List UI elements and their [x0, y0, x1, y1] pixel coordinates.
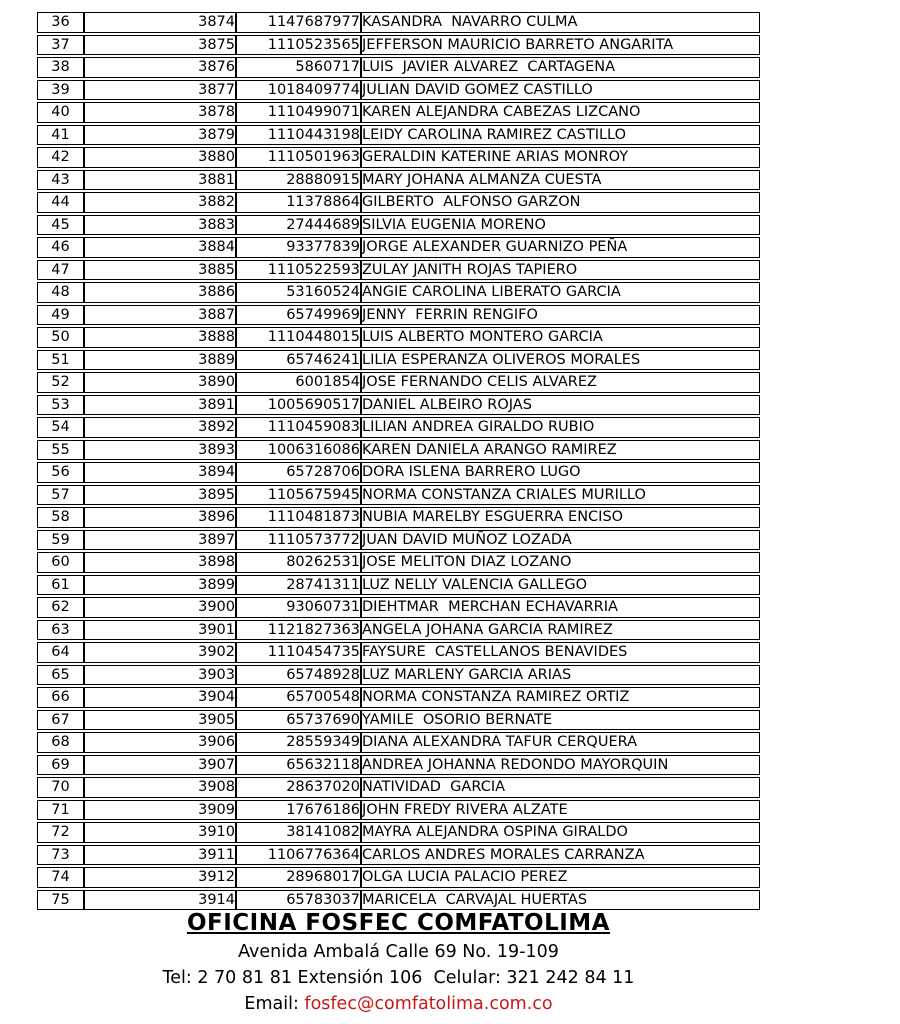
sequence-cell: 3902: [84, 642, 236, 663]
person-name-cell: JEFFERSON MAURICIO BARRETO ANGARITA: [361, 35, 760, 56]
person-name-cell: GERALDIN KATERINE ARIAS MONROY: [361, 147, 760, 168]
id-number-cell: 93377839: [236, 237, 361, 258]
table-row: [37, 485, 760, 506]
id-number-cell: 1006316086: [236, 440, 361, 461]
id-number-cell: 1106776364: [236, 845, 361, 866]
person-name-cell: ZULAY JANITH ROJAS TAPIERO: [361, 260, 760, 281]
sequence-cell: 3884: [84, 237, 236, 258]
sequence-cell: 3912: [84, 867, 236, 888]
id-number-cell: 1110573772: [236, 530, 361, 551]
id-number-cell: 65632118: [236, 755, 361, 776]
table-row: [37, 440, 760, 461]
sequence-cell: 3910: [84, 822, 236, 843]
person-name-cell: MARY JOHANA ALMANZA CUESTA: [361, 170, 760, 191]
sequence-cell: 3885: [84, 260, 236, 281]
id-number-cell: 65748928: [236, 665, 361, 686]
sequence-cell: 3904: [84, 687, 236, 708]
sequence-cell: 3878: [84, 102, 236, 123]
sequence-cell: 3886: [84, 282, 236, 303]
sequence-cell: 3881: [84, 170, 236, 191]
sequence-cell: 3874: [84, 12, 236, 33]
person-name-cell: YAMILE OSORIO BERNATE: [361, 710, 760, 731]
person-name-cell: JENNY FERRIN RENGIFO: [361, 305, 760, 326]
id-number-cell: 1110481873: [236, 507, 361, 528]
sequence-cell: 3891: [84, 395, 236, 416]
id-number-cell: 1018409774: [236, 80, 361, 101]
table-row: [37, 890, 760, 911]
id-number-cell: 17676186: [236, 800, 361, 821]
table-row: [37, 800, 760, 821]
sequence-cell: 3875: [84, 35, 236, 56]
id-number-cell: 11378864: [236, 192, 361, 213]
email-link[interactable]: fosfec@comfatolima.com.co: [304, 994, 553, 1014]
row-number-cell: 75: [37, 890, 84, 911]
email-label: Email:: [244, 994, 305, 1014]
id-number-cell: 65737690: [236, 710, 361, 731]
table-row: [37, 867, 760, 888]
row-number-cell: 48: [37, 282, 84, 303]
table-row: [37, 372, 760, 393]
id-number-cell: 1110499071: [236, 102, 361, 123]
row-number-cell: 50: [37, 327, 84, 348]
id-number-cell: 1110523565: [236, 35, 361, 56]
person-name-cell: LUZ NELLY VALENCIA GALLEGO: [361, 575, 760, 596]
id-number-cell: 93060731: [236, 597, 361, 618]
table-row: [37, 305, 760, 326]
table-row: [37, 80, 760, 101]
row-number-cell: 46: [37, 237, 84, 258]
row-number-cell: 43: [37, 170, 84, 191]
id-number-cell: 1110522593: [236, 260, 361, 281]
row-number-cell: 62: [37, 597, 84, 618]
table-row: [37, 147, 760, 168]
id-number-cell: 28559349: [236, 732, 361, 753]
person-name-cell: DORA ISLENA BARRERO LUGO: [361, 462, 760, 483]
row-number-cell: 64: [37, 642, 84, 663]
id-number-cell: 1110501963: [236, 147, 361, 168]
beneficiary-table-body: [37, 12, 760, 910]
id-number-cell: 65783037: [236, 890, 361, 911]
row-number-cell: 56: [37, 462, 84, 483]
table-row: [37, 102, 760, 123]
id-number-cell: 1005690517: [236, 395, 361, 416]
table-row: [37, 57, 760, 78]
table-row: [37, 192, 760, 213]
table-row: [37, 642, 760, 663]
person-name-cell: FAYSURE CASTELLANOS BENAVIDES: [361, 642, 760, 663]
row-number-cell: 71: [37, 800, 84, 821]
row-number-cell: 51: [37, 350, 84, 371]
sequence-cell: 3889: [84, 350, 236, 371]
row-number-cell: 57: [37, 485, 84, 506]
id-number-cell: 6001854: [236, 372, 361, 393]
person-name-cell: DIANA ALEXANDRA TAFUR CERQUERA: [361, 732, 760, 753]
row-number-cell: 45: [37, 215, 84, 236]
person-name-cell: MARICELA CARVAJAL HUERTAS: [361, 890, 760, 911]
row-number-cell: 54: [37, 417, 84, 438]
sequence-cell: 3879: [84, 125, 236, 146]
sequence-cell: 3887: [84, 305, 236, 326]
id-number-cell: 28741311: [236, 575, 361, 596]
id-number-cell: 65746241: [236, 350, 361, 371]
person-name-cell: LILIAN ANDREA GIRALDO RUBIO: [361, 417, 760, 438]
table-row: [37, 462, 760, 483]
sequence-cell: 3892: [84, 417, 236, 438]
table-row: [37, 417, 760, 438]
person-name-cell: CARLOS ANDRES MORALES CARRANZA: [361, 845, 760, 866]
sequence-cell: 3909: [84, 800, 236, 821]
sequence-cell: 3890: [84, 372, 236, 393]
row-number-cell: 36: [37, 12, 84, 33]
person-name-cell: JUAN DAVID MUÑOZ LOZADA: [361, 530, 760, 551]
table-row: [37, 395, 760, 416]
table-row: [37, 755, 760, 776]
person-name-cell: DIEHTMAR MERCHAN ECHAVARRIA: [361, 597, 760, 618]
person-name-cell: ANGIE CAROLINA LIBERATO GARCIA: [361, 282, 760, 303]
sequence-cell: 3899: [84, 575, 236, 596]
person-name-cell: SILVIA EUGENIA MORENO: [361, 215, 760, 236]
beneficiary-table: [37, 10, 760, 912]
id-number-cell: 27444689: [236, 215, 361, 236]
row-number-cell: 63: [37, 620, 84, 641]
table-row: [37, 327, 760, 348]
row-number-cell: 58: [37, 507, 84, 528]
table-row: [37, 530, 760, 551]
person-name-cell: KASANDRA NAVARRO CULMA: [361, 12, 760, 33]
person-name-cell: NORMA CONSTANZA RAMIREZ ORTIZ: [361, 687, 760, 708]
sequence-cell: 3897: [84, 530, 236, 551]
person-name-cell: LUIS ALBERTO MONTERO GARCIA: [361, 327, 760, 348]
id-number-cell: 1110443198: [236, 125, 361, 146]
id-number-cell: 65728706: [236, 462, 361, 483]
sequence-cell: 3908: [84, 777, 236, 798]
office-footer: [37, 908, 760, 1017]
office-phone: Tel: 2 70 81 81 Extensión 106 Celular: 321 242 84 11: [162, 968, 635, 988]
sequence-cell: 3900: [84, 597, 236, 618]
person-name-cell: MAYRA ALEJANDRA OSPINA GIRALDO: [361, 822, 760, 843]
sequence-cell: 3893: [84, 440, 236, 461]
sequence-cell: 3911: [84, 845, 236, 866]
table-row: [37, 215, 760, 236]
row-number-cell: 40: [37, 102, 84, 123]
table-row: [37, 282, 760, 303]
person-name-cell: LUIS JAVIER ALVAREZ CARTAGENA: [361, 57, 760, 78]
person-name-cell: LUZ MARLENY GARCIA ARIAS: [361, 665, 760, 686]
row-number-cell: 38: [37, 57, 84, 78]
id-number-cell: 28968017: [236, 867, 361, 888]
row-number-cell: 59: [37, 530, 84, 551]
table-row: [37, 552, 760, 573]
id-number-cell: 80262531: [236, 552, 361, 573]
sequence-cell: 3883: [84, 215, 236, 236]
table-row: [37, 237, 760, 258]
table-row: [37, 575, 760, 596]
person-name-cell: JOSE MELITON DIAZ LOZANO: [361, 552, 760, 573]
person-name-cell: LILIA ESPERANZA OLIVEROS MORALES: [361, 350, 760, 371]
table-row: [37, 845, 760, 866]
row-number-cell: 73: [37, 845, 84, 866]
person-name-cell: KAREN ALEJANDRA CABEZAS LIZCANO: [361, 102, 760, 123]
person-name-cell: GILBERTO ALFONSO GARZON: [361, 192, 760, 213]
id-number-cell: 1121827363: [236, 620, 361, 641]
id-number-cell: 1110459083: [236, 417, 361, 438]
row-number-cell: 70: [37, 777, 84, 798]
person-name-cell: ANDREA JOHANNA REDONDO MAYORQUIN: [361, 755, 760, 776]
table-row: [37, 710, 760, 731]
table-row: [37, 12, 760, 33]
sequence-cell: 3907: [84, 755, 236, 776]
sequence-cell: 3905: [84, 710, 236, 731]
table-row: [37, 732, 760, 753]
row-number-cell: 68: [37, 732, 84, 753]
table-row: [37, 125, 760, 146]
id-number-cell: 1147687977: [236, 12, 361, 33]
sequence-cell: 3877: [84, 80, 236, 101]
office-title: OFICINA FOSFEC COMFATOLIMA: [186, 910, 610, 936]
person-name-cell: OLGA LUCIA PALACIO PEREZ: [361, 867, 760, 888]
person-name-cell: LEIDY CAROLINA RAMIREZ CASTILLO: [361, 125, 760, 146]
row-number-cell: 69: [37, 755, 84, 776]
table-row: [37, 665, 760, 686]
row-number-cell: 66: [37, 687, 84, 708]
person-name-cell: NUBIA MARELBY ESGUERRA ENCISO: [361, 507, 760, 528]
office-address: Avenida Ambalá Calle 69 No. 19-109: [238, 942, 559, 962]
table-row: [37, 350, 760, 371]
row-number-cell: 67: [37, 710, 84, 731]
row-number-cell: 39: [37, 80, 84, 101]
person-name-cell: JOHN FREDY RIVERA ALZATE: [361, 800, 760, 821]
row-number-cell: 61: [37, 575, 84, 596]
id-number-cell: 28637020: [236, 777, 361, 798]
row-number-cell: 44: [37, 192, 84, 213]
sequence-cell: 3880: [84, 147, 236, 168]
person-name-cell: DANIEL ALBEIRO ROJAS: [361, 395, 760, 416]
row-number-cell: 74: [37, 867, 84, 888]
table-row: [37, 822, 760, 843]
id-number-cell: 28880915: [236, 170, 361, 191]
person-name-cell: NORMA CONSTANZA CRIALES MURILLO: [361, 485, 760, 506]
table-row: [37, 507, 760, 528]
id-number-cell: 65700548: [236, 687, 361, 708]
id-number-cell: 5860717: [236, 57, 361, 78]
table-row: [37, 687, 760, 708]
id-number-cell: 1110448015: [236, 327, 361, 348]
sequence-cell: 3876: [84, 57, 236, 78]
row-number-cell: 52: [37, 372, 84, 393]
sequence-cell: 3898: [84, 552, 236, 573]
table-row: [37, 260, 760, 281]
id-number-cell: 53160524: [236, 282, 361, 303]
sequence-cell: 3914: [84, 890, 236, 911]
row-number-cell: 42: [37, 147, 84, 168]
row-number-cell: 49: [37, 305, 84, 326]
sequence-cell: 3901: [84, 620, 236, 641]
id-number-cell: 1105675945: [236, 485, 361, 506]
sequence-cell: 3896: [84, 507, 236, 528]
office-email-line: [37, 991, 760, 1017]
person-name-cell: NATIVIDAD GARCIA: [361, 777, 760, 798]
table-row: [37, 597, 760, 618]
row-number-cell: 47: [37, 260, 84, 281]
person-name-cell: JOSE FERNANDO CELIS ALVAREZ: [361, 372, 760, 393]
person-name-cell: KAREN DANIELA ARANGO RAMIREZ: [361, 440, 760, 461]
sequence-cell: 3903: [84, 665, 236, 686]
row-number-cell: 37: [37, 35, 84, 56]
table-row: [37, 170, 760, 191]
table-row: [37, 620, 760, 641]
id-number-cell: 1110454735: [236, 642, 361, 663]
row-number-cell: 55: [37, 440, 84, 461]
table-row: [37, 777, 760, 798]
sequence-cell: 3888: [84, 327, 236, 348]
person-name-cell: JORGE ALEXANDER GUARNIZO PEÑA: [361, 237, 760, 258]
row-number-cell: 65: [37, 665, 84, 686]
row-number-cell: 53: [37, 395, 84, 416]
sequence-cell: 3895: [84, 485, 236, 506]
sequence-cell: 3882: [84, 192, 236, 213]
sequence-cell: 3906: [84, 732, 236, 753]
id-number-cell: 65749969: [236, 305, 361, 326]
sequence-cell: 3894: [84, 462, 236, 483]
row-number-cell: 60: [37, 552, 84, 573]
row-number-cell: 72: [37, 822, 84, 843]
person-name-cell: JULIAN DAVID GOMEZ CASTILLO: [361, 80, 760, 101]
row-number-cell: 41: [37, 125, 84, 146]
person-name-cell: ANGELA JOHANA GARCIA RAMIREZ: [361, 620, 760, 641]
table-row: [37, 35, 760, 56]
id-number-cell: 38141082: [236, 822, 361, 843]
